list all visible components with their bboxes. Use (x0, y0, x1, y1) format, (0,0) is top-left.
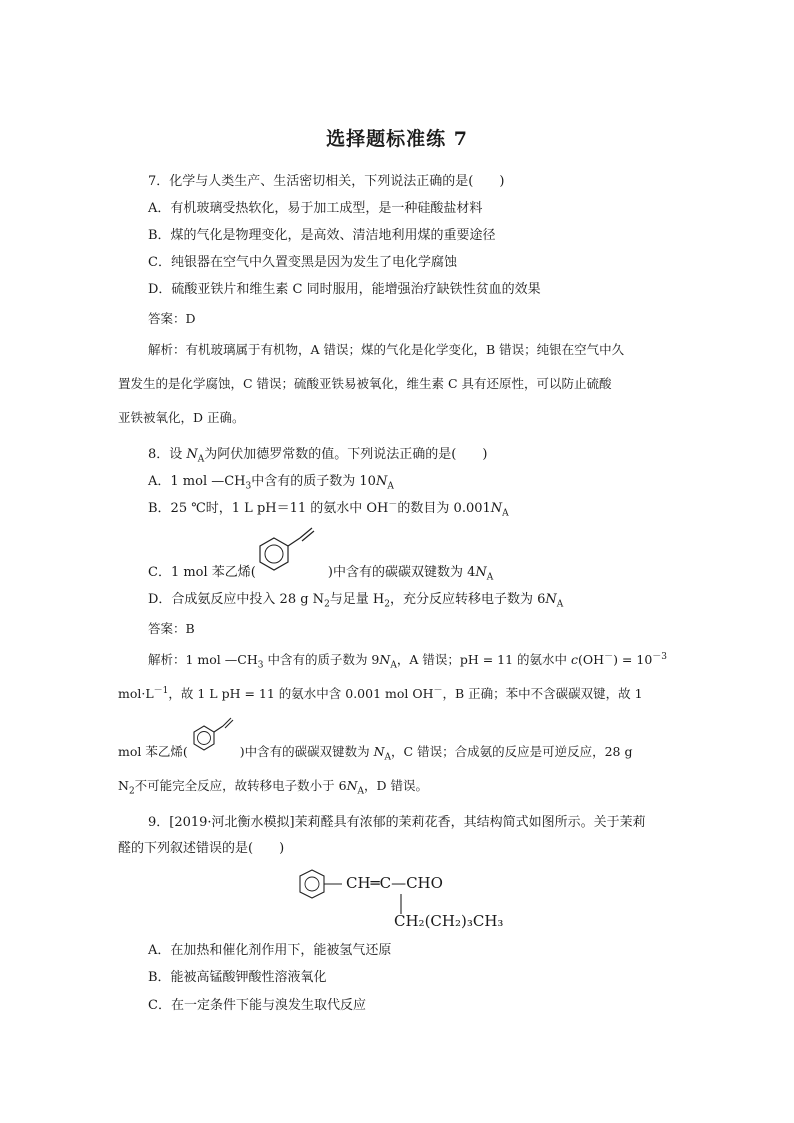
q8-analysis-line-3: mol 苯乙烯( )中含有的碳碳双键数为 $N_A$，C 错误；合成氨的反应是可逆反应，28 g (118, 744, 633, 763)
jasminaldehyde-benzene-ring (294, 866, 344, 906)
q7-option-a: A．有机玻璃受热软化，易于加工成型，是一种硅酸盐材料 (148, 201, 483, 216)
q8-option-c: C．1 mol 苯乙烯( )中含有的碳碳双键数为 $4N_A$ (148, 565, 494, 583)
q8-option-a: A．1 mol $—CH_3$中含有的质子数为 $10N_A$ (148, 474, 394, 492)
q9-option-b: B．能被高锰酸钾酸性溶液氧化 (148, 970, 327, 985)
jasminaldehyde-main-chain: CH═C—CHO (346, 874, 443, 892)
q7-analysis-line-3: 亚铁被氧化，D 正确。 (118, 410, 245, 425)
q7-option-d: D．硫酸亚铁片和维生素 C 同时服用，能增强治疗缺铁性贫血的效果 (148, 282, 541, 297)
q8-stem: 8．设 $N_A$为阿伏加德罗常数的值。下列说法正确的是( ) (148, 447, 488, 465)
page-title: 选择题标准练 7 (326, 128, 468, 150)
q9-option-a: A．在加热和催化剂作用下，能被氢气还原 (148, 943, 392, 958)
q9-option-c: C．在一定条件下能与溴发生取代反应 (148, 998, 366, 1013)
q8-analysis-line-1: 解析：1 mol $—CH_3$ 中含有的质子数为 $9N_A$，A 错误；pH = 11 的氨水中 $c(OH^-) = 10^{-3}$ (148, 651, 668, 671)
q7-answer: 答案：D (148, 311, 196, 326)
q7-analysis-line-2: 置发生的是化学腐蚀，C 错误；硫酸亚铁易被氧化，维生素 C 具有还原性，可以防止硫酸 (118, 376, 612, 391)
q8-answer: 答案：B (148, 621, 195, 636)
q8-option-d: D．合成氨反应中投入 28 g $N_2$与足量 $H_2$，充分反应转移电子数为 $6N_A$ (148, 592, 564, 610)
q7-option-b: B．煤的气化是物理变化，是高效、清洁地利用煤的重要途径 (148, 228, 496, 243)
q9-stem-line-2: 醛的下列叙述错误的是( ) (118, 841, 285, 856)
q8-analysis-line-4: $N_2$不可能完全反应，故转移电子数小于 $6N_A$，D 错误。 (118, 778, 429, 797)
jasminaldehyde-side-chain: CH₂(CH₂)₃CH₃ (394, 912, 504, 930)
q9-stem-line-1: 9．[2019·河北衡水模拟]茉莉醛具有浓郁的茉莉花香，其结构简式如图所示。关于茉莉 (148, 815, 646, 830)
jasminaldehyde-branch-bond (399, 894, 403, 914)
q7-analysis-line-1: 解析：有机玻璃属于有机物，A 错误；煤的气化是化学变化，B 错误；纯银在空气中久 (148, 342, 625, 357)
q7-stem: 7．化学与人类生产、生活密切相关，下列说法正确的是( ) (148, 174, 505, 189)
q8-option-b: B．25 ℃时，1 L pH＝11 的氨水中 OH－的数目为 $0.001N_A$ (148, 499, 509, 519)
q7-option-c: C．纯银器在空气中久置变黑是因为发生了电化学腐蚀 (148, 255, 457, 270)
q8-analysis-line-2: $mol\cdot L^{-1}$，故 1 L pH = 11 的氨水中含 0.001 mol OH－，B 正确；苯中不含碳碳双键，故 1 (118, 685, 643, 701)
